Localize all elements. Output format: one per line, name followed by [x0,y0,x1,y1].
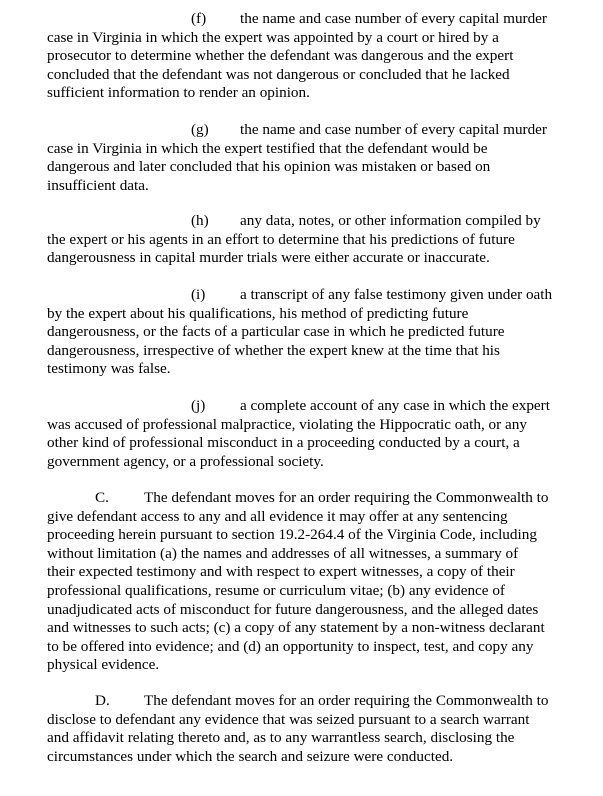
paragraph-text-line: the name and case number of every capital murder [240,10,547,27]
paragraph-text-line: dangerous and later concluded that his opinion was mistaken or based on [47,158,491,176]
paragraph-first-line [47,397,577,416]
paragraph-text-line: proceeding herein pursuant to section 19.2-264.4 of the Virginia Code, including [47,526,537,544]
paragraph-text-line: dangerousness in capital murder trials were either accurate or inaccurate. [47,249,490,267]
paragraph-text-line: prosecutor to determine whether the defendant was dangerous and the expert [47,47,514,65]
paragraph-D [47,692,577,766]
paragraph-f [47,10,577,103]
paragraph-first-line [47,692,577,711]
paragraph-text-line: concluded that the defendant was not dangerous or concluded that he lacked [47,65,510,83]
paragraph-text-line: The defendant moves for an order requiring the Commonwealth to [144,692,549,709]
paragraph-text-line: without limitation (a) the names and addresses of all witnesses, a summary of [47,544,519,562]
paragraph-text-line: insufficient data. [47,176,149,194]
paragraph-text-line: the name and case number of every capital murder [240,121,547,138]
paragraph-text-line: professional qualifications, resume or curriculum vitae; (b) any evidence of [47,581,505,599]
paragraph-marker: (i) [191,286,206,303]
paragraph-text-line: a complete account of any case in which the expert [240,397,550,414]
paragraph-first-line [47,121,577,140]
paragraph-marker: (j) [191,397,206,414]
paragraph-g [47,121,577,195]
paragraph-text-line: case in Virginia in which the expert testified that the defendant would be [47,139,488,157]
paragraph-h [47,212,577,268]
paragraph-marker: C. [95,489,109,506]
paragraph-text-line: physical evidence. [47,656,160,674]
paragraph-text-line: unadjudicated acts of misconduct for future dangerousness, and the alleged dates [47,600,539,618]
paragraph-text-line: and witnesses to such acts; (c) a copy of any statement by a non-witness declarant [47,619,545,637]
paragraph-text-line: the expert or his agents in an effort to determine that his predictions of future [47,230,515,248]
paragraph-text-line: was accused of professional malpractice, violating the Hippocratic oath, or any [47,415,527,433]
paragraph-text-line: and affidavit relating thereto and, as to any warrantless search, disclosing the [47,729,515,747]
paragraph-text-line: The defendant moves for an order requiring the Commonwealth to [144,489,549,506]
paragraph-text-line: other kind of professional misconduct in a proceeding conducted by a court, a [47,434,520,452]
paragraph-text-line: a transcript of any false testimony given under oath [240,286,553,303]
paragraph-text-line: circumstances under which the search and seizure were conducted. [47,747,454,765]
paragraph-marker: (g) [191,121,209,138]
paragraph-text-line: case in Virginia in which the expert was appointed by a court or hired by a [47,28,499,46]
paragraph-first-line [47,212,577,231]
paragraph-text-line: testimony was false. [47,360,171,378]
paragraph-i [47,286,577,379]
paragraph-text-line: government agency, or a professional society. [47,452,324,470]
paragraph-marker: (h) [191,212,209,229]
paragraph-text-line: their expected testimony and with respect to expert witnesses, a copy of their [47,563,515,581]
paragraph-j [47,397,577,471]
paragraph-first-line [47,10,577,29]
paragraph-text-line: sufficient information to render an opinion. [47,84,310,102]
paragraph-text-line: dangerousness, or the facts of a particular case in which he predicted future [47,323,505,341]
paragraph-text-line: dangerousness, irrespective of whether the expert knew at the time that his [47,341,500,359]
paragraph-text-line: to be offered into evidence; and (d) an opportunity to inspect, test, and copy any [47,637,534,655]
paragraph-first-line [47,286,577,305]
paragraph-marker: (f) [191,10,207,27]
paragraph-first-line [47,489,577,508]
paragraph-text-line: disclose to defendant any evidence that was seized pursuant to a search warrant [47,710,530,728]
paragraph-C [47,489,577,675]
paragraph-text-line: by the expert about his qualifications, his method of predicting future [47,304,469,322]
paragraph-marker: D. [95,692,110,709]
paragraph-text-line: any data, notes, or other information compiled by [240,212,541,229]
paragraph-text-line: give defendant access to any and all evidence it may offer at any sentencing [47,507,508,525]
